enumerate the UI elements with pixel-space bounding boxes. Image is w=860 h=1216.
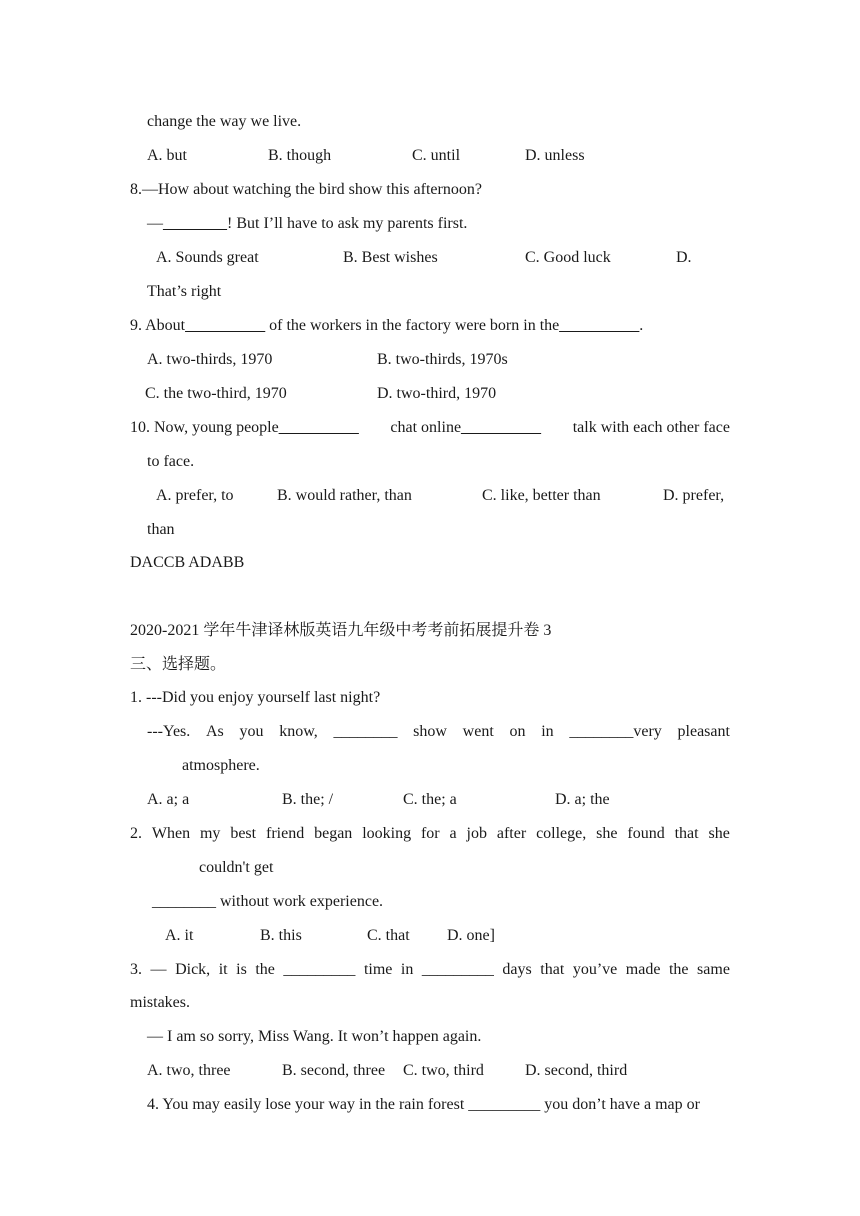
s3-stem-word: same — [697, 961, 730, 978]
q10-stem-part2 — [390, 418, 541, 438]
s1-reply-word: in — [541, 723, 554, 740]
s2-stem-continued-1: couldn't get — [199, 859, 274, 876]
q8-reply-dash: — — [147, 215, 163, 232]
q8-reply — [147, 214, 467, 234]
s2-option-c: C. that — [367, 927, 410, 944]
q10-stem-mid: chat online — [390, 419, 462, 436]
s2-stem-word: she — [708, 825, 730, 842]
q9-option-c: C. the two-third, 1970 — [145, 385, 287, 402]
s1-reply-word: pleasant — [677, 723, 730, 740]
s2-stem-word: found — [627, 825, 665, 842]
q7-stem-tail: change the way we live. — [147, 113, 302, 130]
s2-stem-word: job — [466, 825, 487, 842]
s3-reply: — I am so sorry, Miss Wang. It won’t happen again. — [147, 1028, 482, 1045]
s3-stem-word: that — [540, 961, 565, 978]
q9-stem-part1: 9. About — [130, 317, 186, 334]
s2-option-b: B. this — [260, 927, 302, 944]
s3-stem-word: _________ — [283, 961, 356, 978]
q8-option-d-continued: That’s right — [147, 283, 222, 300]
s1-option-b: B. the; / — [282, 791, 334, 808]
q10-stem-continued: to face. — [147, 453, 195, 470]
q10-option-b: B. would rather, than — [277, 487, 412, 504]
section-title: 2020-2021 学年牛津译林版英语九年级中考考前拓展提升卷 3 — [130, 622, 552, 639]
q10-blank-1: __________ — [278, 419, 359, 436]
s1-reply-word: went — [462, 723, 494, 740]
answer-key: DACCB ADABB — [130, 554, 245, 571]
s2-option-a: A. it — [165, 927, 194, 944]
s1-reply-word: you — [239, 723, 264, 740]
s1-reply-word: As — [205, 723, 224, 740]
s2-option-d: D. one] — [447, 927, 495, 944]
s3-stem-word: you’ve — [572, 961, 618, 978]
s1-option-d: D. a; the — [555, 791, 610, 808]
q10-stem-part1 — [130, 418, 359, 438]
s3-stem-word: days — [502, 961, 532, 978]
q7-option-c: C. until — [412, 147, 461, 164]
q9-stem — [130, 316, 643, 336]
s3-stem-word: Dick, — [175, 961, 211, 978]
q7-option-a: A. but — [147, 147, 187, 164]
s3-option-c: C. two, third — [403, 1062, 484, 1079]
q10-stem-part3: talk with each other face — [572, 419, 730, 436]
s3-stem-word: time — [363, 961, 393, 978]
s2-stem-word: friend — [266, 825, 305, 842]
q7-option-b: B. though — [268, 147, 332, 164]
s2-stem-word: that — [674, 825, 699, 842]
s3-stem-word: the — [255, 961, 275, 978]
s3-stem-word: 3. — [130, 961, 142, 978]
s1-option-a: A. a; a — [147, 791, 190, 808]
s1-reply-word: show — [413, 723, 447, 740]
s4-stem: 4. You may easily lose your way in the rain forest _________ you don’t have a map or — [147, 1096, 700, 1113]
s3-stem-word: it — [218, 961, 228, 978]
s3-stem-word: the — [668, 961, 689, 978]
s3-stem-word: in — [400, 961, 414, 978]
s2-stem-continued-2: ________ without work experience. — [152, 893, 384, 910]
s1-option-c: C. the; a — [403, 791, 457, 808]
s3-option-d: D. second, third — [525, 1062, 628, 1079]
s1-reply-word: ---Yes. — [147, 723, 191, 740]
s1-reply-word: ________very — [569, 723, 662, 740]
s3-option-a: A. two, three — [147, 1062, 231, 1079]
s2-stem-word: after — [496, 825, 527, 842]
s3-stem-word: _________ — [421, 961, 494, 978]
s2-stem-word: for — [420, 825, 440, 842]
section-heading: 三、选择题。 — [130, 656, 227, 673]
q9-blank-1: __________ — [185, 317, 266, 334]
s3-option-b: B. second, three — [282, 1062, 386, 1079]
s2-stem-word: college, — [536, 825, 587, 842]
s2-stem-word: began — [314, 825, 353, 842]
s3-stem-continued: mistakes. — [130, 994, 190, 1011]
s2-stem-word: 2. — [130, 825, 142, 842]
q10-blank-2: __________ — [461, 419, 542, 436]
s1-reply-word: ________ — [333, 723, 398, 740]
q10-option-d-continued: than — [147, 521, 175, 538]
s2-stem-word: looking — [362, 825, 412, 842]
s1-reply-continued: atmosphere. — [182, 757, 260, 774]
s1-reply — [147, 722, 730, 742]
s2-stem-word: she — [596, 825, 618, 842]
q10-option-d: D. prefer, — [663, 487, 725, 504]
q9-stem-part2: of the workers in the factory were born in the — [265, 317, 560, 334]
q10-option-c: C. like, better than — [482, 487, 601, 504]
q9-option-d: D. two-third, 1970 — [377, 385, 497, 402]
q9-option-a: A. two-thirds, 1970 — [147, 351, 273, 368]
q8-option-b: B. Best wishes — [343, 249, 438, 266]
q9-stem-part3: . — [639, 317, 644, 334]
s3-stem-word: is — [236, 961, 247, 978]
q8-option-c: C. Good luck — [525, 249, 611, 266]
s2-stem-word: a — [449, 825, 457, 842]
q9-option-b: B. two-thirds, 1970s — [377, 351, 508, 368]
s1-reply-word: know, — [279, 723, 318, 740]
s3-stem — [130, 960, 730, 980]
s1-reply-word: on — [509, 723, 526, 740]
s2-stem — [130, 824, 730, 844]
s2-stem-word: my — [199, 825, 221, 842]
q9-blank-2: __________ — [559, 317, 640, 334]
q8-stem: 8.—How about watching the bird show this afternoon? — [130, 181, 482, 198]
q10-stem — [130, 418, 730, 438]
q8-option-d: D. — [676, 249, 692, 266]
q7-option-d: D. unless — [525, 147, 585, 164]
s3-stem-word: — — [150, 961, 167, 978]
q8-reply-blank: ________ — [163, 215, 227, 232]
s1-stem: 1. ---Did you enjoy yourself last night? — [130, 689, 381, 706]
q8-option-a: A. Sounds great — [156, 249, 259, 266]
s2-stem-word: When — [151, 825, 191, 842]
q10-option-a: A. prefer, to — [156, 487, 234, 504]
q10-stem-lead: 10. Now, young people — [130, 419, 279, 436]
s3-stem-word: made — [625, 961, 661, 978]
q8-reply-rest: ! But I’ll have to ask my parents first. — [227, 215, 468, 232]
s2-stem-word: best — [230, 825, 257, 842]
